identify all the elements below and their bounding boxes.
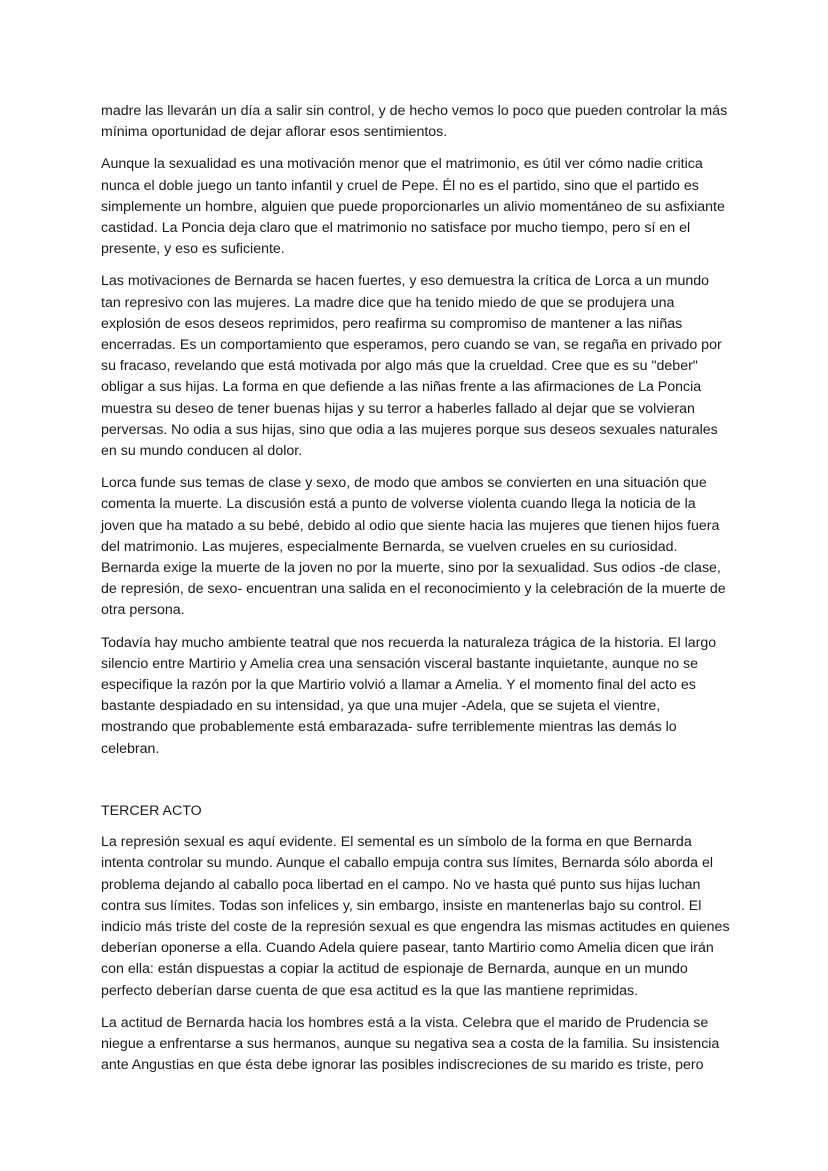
- paragraph: La represión sexual es aquí evidente. El semental es un símbolo de la forma en que Bernarda intenta controlar su mundo. Aunque el caballo empuja contra sus límites, Bernarda sólo aborda el problema dejando al caballo poca libertad en el campo. No ve hasta qué punto sus hijas luchan contra sus límites. Todas son infelices y, sin embargo, insiste en mantenerlas bajo su control. El indicio más triste del coste de la represión sexual es que engendra las mismas actitudes en quienes deberían oponerse a ella. Cuando Adela quiere pasear, tanto Martirio como Amelia dicen que irán con ella: están dispuestas a copiar la actitud de espionaje de Bernarda, aunque en un mundo perfecto deberían darse cuenta de que esa actitud es la que las mantiene reprimidas.: [101, 834, 730, 999]
- document-body: [101, 101, 730, 1087]
- section-heading: TERCER ACTO: [101, 802, 202, 819]
- paragraph: Las motivaciones de Bernarda se hacen fuertes, y eso demuestra la crítica de Lorca a un mundo tan represivo con las mujeres. La madre dice que ha tenido miedo de que se produjera una explosión de esos deseos reprimidos, pero reafirma su compromiso de mantener a las niñas encerradas. Es un comportamiento que esperamos, pero cuando se van, se regaña en privado por su fracaso, revelando que está motivada por algo más que la crueldad. Cree que es su "deber" obligar a sus hijas. La forma en que defiende a las niñas frente a las afirmaciones de La Poncia muestra su deseo de tener buenas hijas y su terror a haberles fallado al dejar que se volvieran perversas. No odia a sus hijas, sino que odia a las mujeres porque sus deseos sexuales naturales en su mundo conducen al dolor.: [101, 273, 722, 460]
- paragraph: La actitud de Bernarda hacia los hombres está a la vista. Celebra que el marido de Prudencia se niegue a enfrentarse a sus hermanos, aunque su negativa sea a costa de la familia. Su insistencia ante Angustias en que ésta debe ignorar las posibles indiscreciones de su marido es triste, pero: [101, 1014, 720, 1074]
- paragraph: madre las llevarán un día a salir sin control, y de hecho vemos lo poco que pueden controlar la más mínima oportunidad de dejar aflorar esos sentimientos.: [101, 103, 728, 141]
- paragraph: Todavía hay mucho ambiente teatral que nos recuerda la naturaleza trágica de la historia. El largo silencio entre Martirio y Amelia crea una sensación visceral bastante inquietante, aunque no se especifique la razón por la que Martirio volvió a llamar a Amelia. Y el momento final del acto es bastante despiadado en su intensidad, ya que una mujer -Adela, que se sujeta el vientre, mostrando que probablemente está embarazada- sufre terriblemente mientras las demás lo celebran.: [101, 634, 717, 757]
- paragraph: Aunque la sexualidad es una motivación menor que el matrimonio, es útil ver cómo nadie critica nunca el doble juego un tanto infantil y cruel de Pepe. Él no es el partido, sino que el partido es simplemente un hombre, alguien que puede proporcionarles un alivio momentáneo de su asfixiante castidad. La Poncia deja claro que el matrimonio no satisface por mucho tiempo, pero sí en el presente, y eso es suficiente.: [101, 156, 725, 258]
- paragraph: Lorca funde sus temas de clase y sexo, de modo que ambos se convierten en una situación que comenta la muerte. La discusión está a punto de volverse violenta cuando llega la noticia de la joven que ha matado a su bebé, debido al odio que siente hacia las mujeres que tienen hijos fuera del matrimonio. Las mujeres, especialmente Bernarda, se vuelven crueles en su curiosidad. Bernarda exige la muerte de la joven no por la muerte, sino por la sexualidad. Sus odios -de clase, de represión, de sexo- encuentran una salida en el reconocimiento y la celebración de la muerte de otra persona.: [101, 475, 726, 619]
